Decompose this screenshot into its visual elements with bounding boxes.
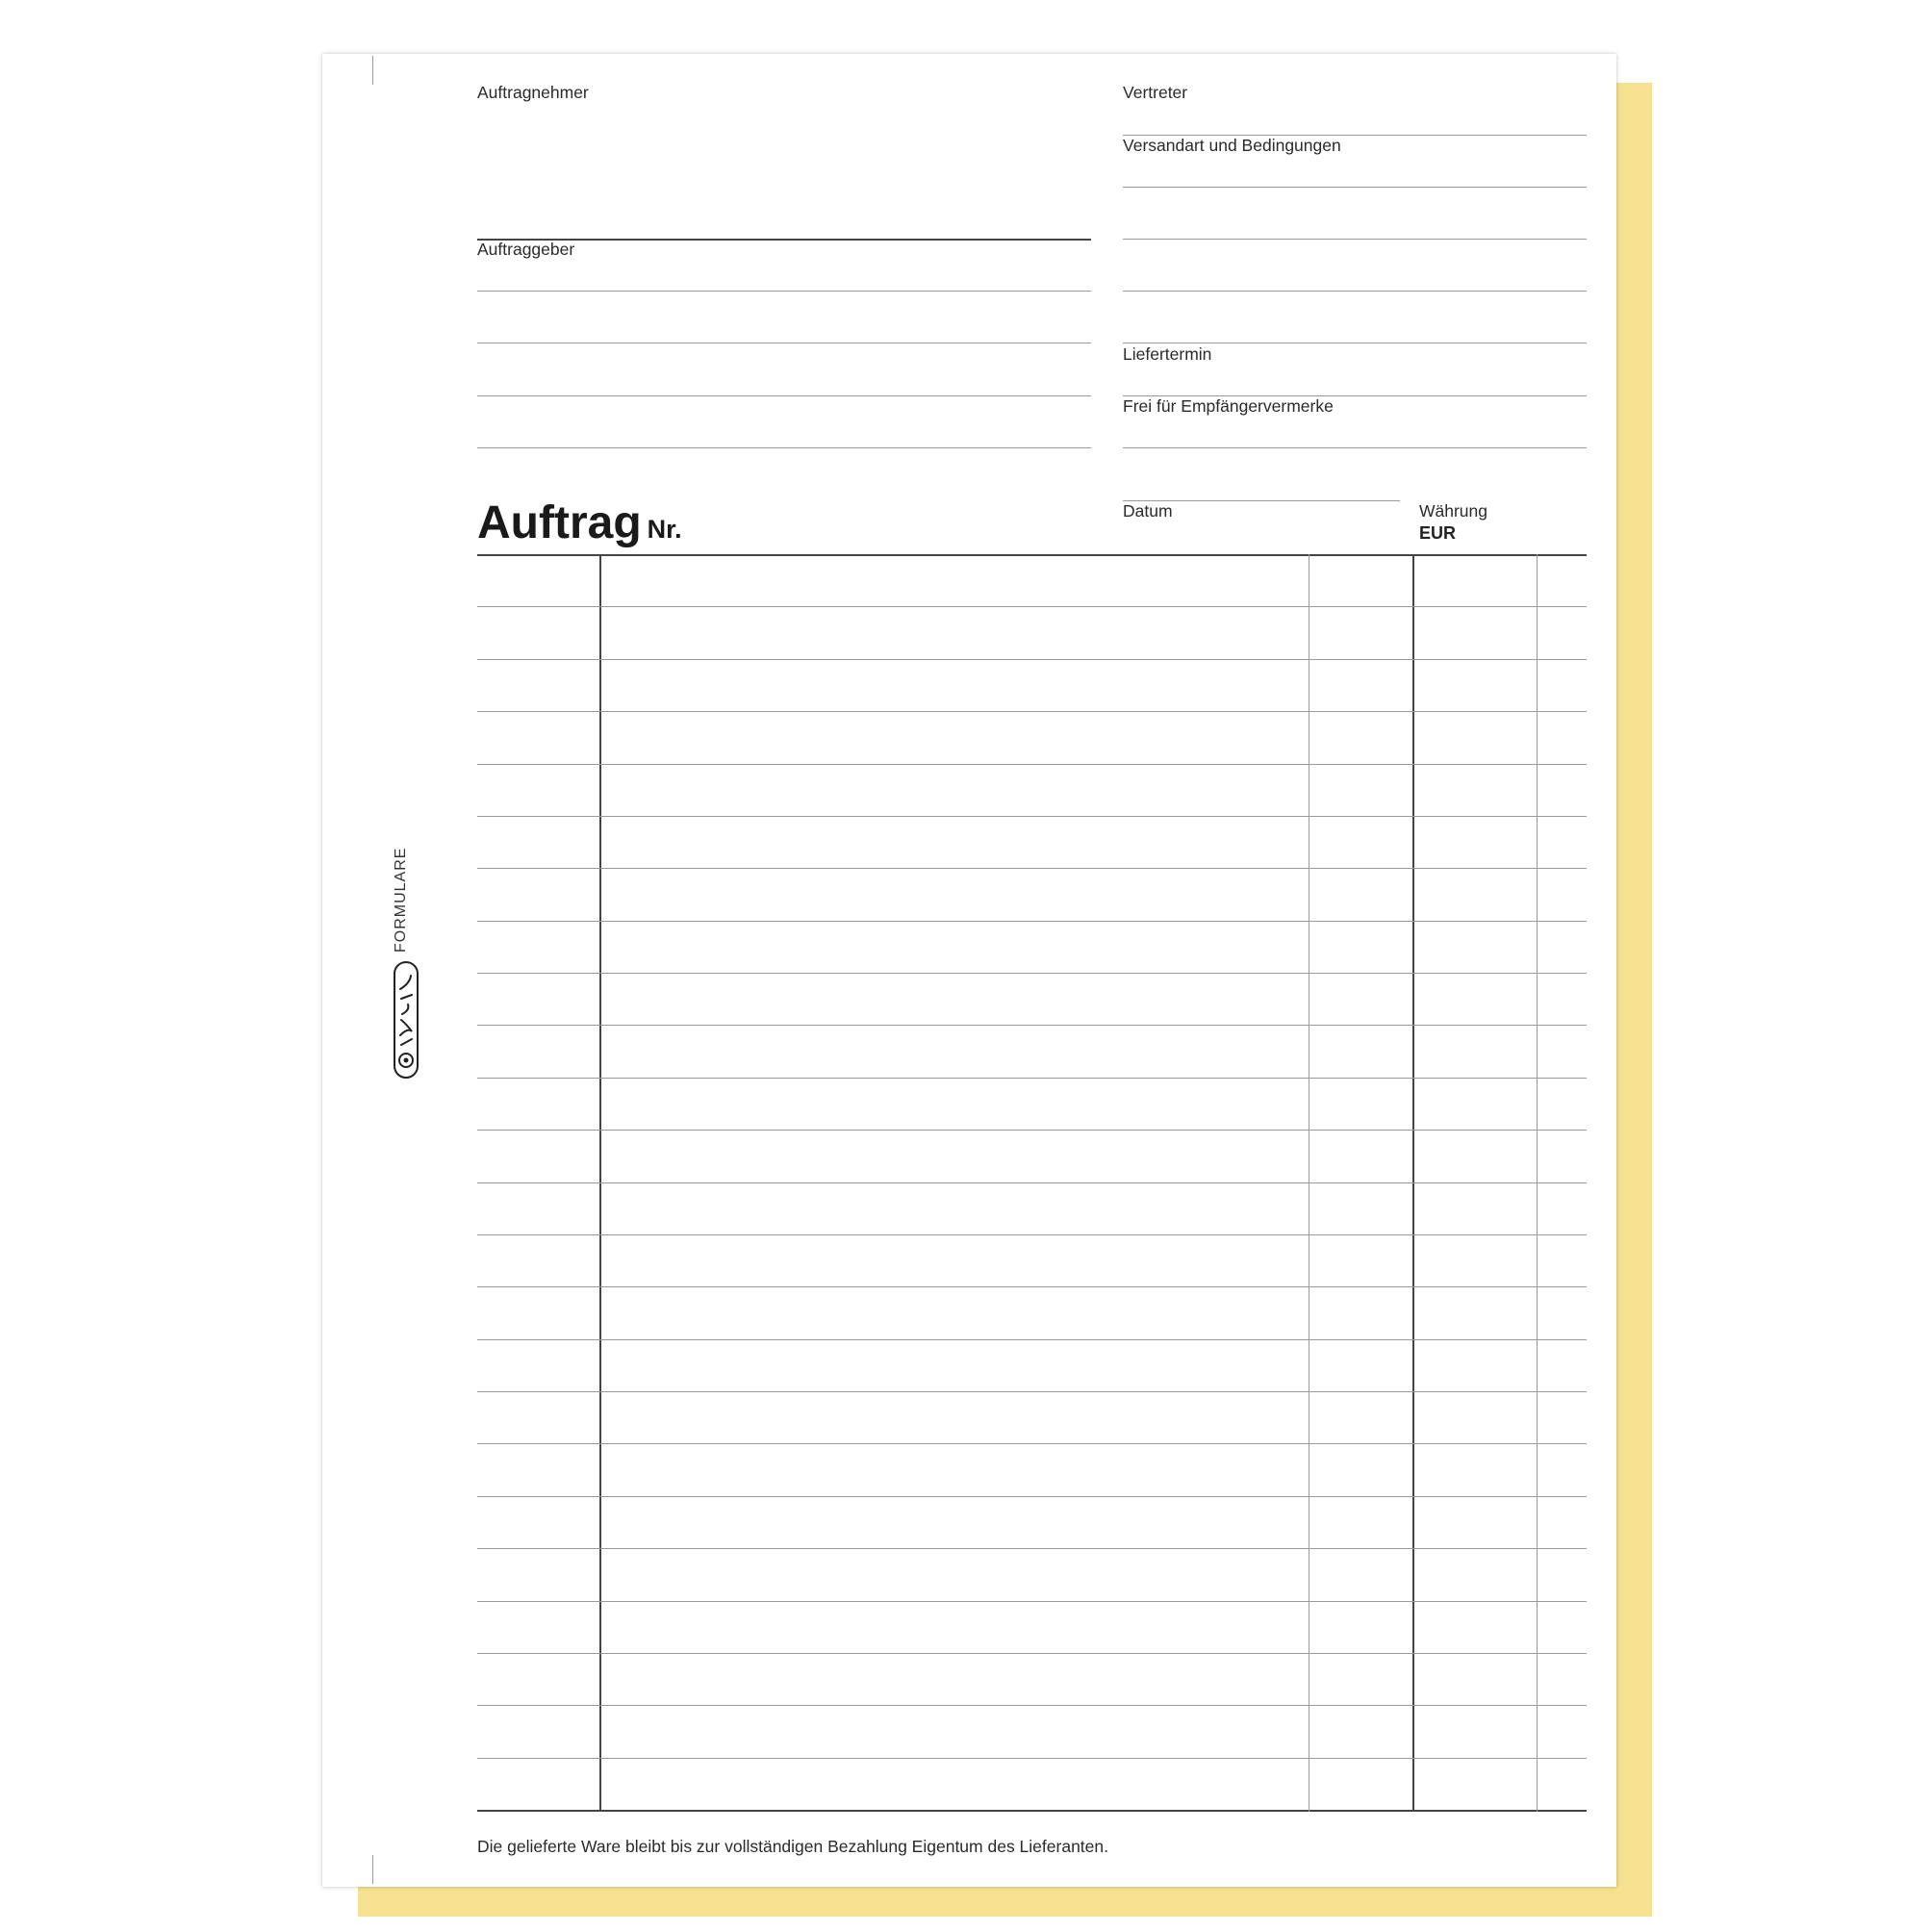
table-bottom-border <box>477 1810 1587 1812</box>
shipping-field-line[interactable] <box>1123 187 1587 188</box>
punch-mark-bottom <box>372 1855 373 1884</box>
punch-mark-top <box>372 56 373 85</box>
table-row-line[interactable] <box>477 1548 1587 1549</box>
brand-mark <box>393 847 431 1126</box>
table-row-line[interactable] <box>477 1391 1587 1392</box>
currency-value: EUR <box>1419 523 1457 543</box>
table-row-line[interactable] <box>477 1130 1587 1131</box>
shipping-label: Versandart und Bedingungen <box>1123 136 1341 155</box>
client-field-line[interactable] <box>477 447 1091 448</box>
table-row-line[interactable] <box>477 816 1587 817</box>
shipping-field-line[interactable] <box>1123 239 1587 240</box>
table-row-line[interactable] <box>477 606 1587 607</box>
table-row-line[interactable] <box>477 1025 1587 1026</box>
contractor-label: Auftragnehmer <box>477 83 589 102</box>
form-title <box>477 496 682 549</box>
shipping-field-line[interactable] <box>1123 291 1587 292</box>
order-form-page <box>322 54 1616 1887</box>
table-top-border <box>477 554 1587 556</box>
table-row-line[interactable] <box>477 1758 1587 1759</box>
table-row-line[interactable] <box>477 1234 1587 1235</box>
table-row-line[interactable] <box>477 921 1587 922</box>
table-row-line[interactable] <box>477 711 1587 712</box>
table-row-line[interactable] <box>477 659 1587 660</box>
table-row-line[interactable] <box>477 1286 1587 1287</box>
table-row-line[interactable] <box>477 1496 1587 1497</box>
table-row-line[interactable] <box>477 1339 1587 1340</box>
recipient-notes-field-line[interactable] <box>1123 447 1587 448</box>
retention-of-title-note: Die gelieferte Ware bleibt bis zur vollständigen Bezahlung Eigentum des Lieferanten. <box>477 1837 1108 1856</box>
client-field-line[interactable] <box>477 395 1091 396</box>
client-field-line[interactable] <box>477 291 1091 292</box>
date-label: Datum <box>1123 501 1173 521</box>
representative-label: Vertreter <box>1123 83 1188 102</box>
form-title-number-label: Nr. <box>647 515 682 544</box>
client-label: Auftraggeber <box>477 240 575 259</box>
table-row-line[interactable] <box>477 1182 1587 1183</box>
herlitz-logo <box>393 960 421 1081</box>
product-line-label: FORMULARE <box>393 847 409 953</box>
form-title-main: Auftrag <box>477 497 642 548</box>
table-row-line[interactable] <box>477 1443 1587 1444</box>
table-row-line[interactable] <box>477 764 1587 765</box>
currency-label: Währung <box>1419 501 1488 521</box>
delivery-date-label: Liefertermin <box>1123 344 1212 364</box>
order-items-table <box>477 554 1587 1812</box>
table-row-line[interactable] <box>477 868 1587 869</box>
table-row-line[interactable] <box>477 1078 1587 1079</box>
table-row-line[interactable] <box>477 973 1587 974</box>
table-row-line[interactable] <box>477 1653 1587 1654</box>
table-row-line[interactable] <box>477 1601 1587 1602</box>
table-row-line[interactable] <box>477 1705 1587 1706</box>
recipient-notes-label: Frei für Empfängervermerke <box>1123 396 1334 416</box>
